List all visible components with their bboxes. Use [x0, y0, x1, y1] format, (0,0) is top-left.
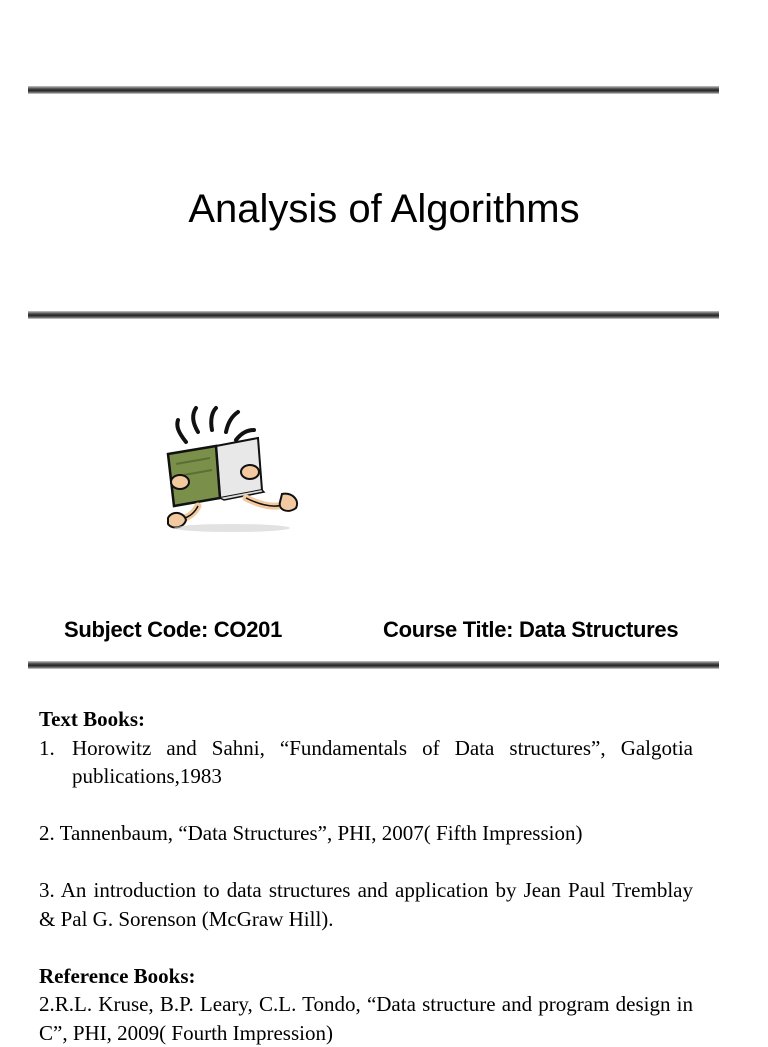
text-book-item — [39, 734, 693, 791]
title-bottom-divider — [28, 311, 719, 319]
subject-code: Subject Code: CO201 — [64, 617, 283, 642]
text-book-item: 2. Tannenbaum, “Data Structures”, PHI, 2007( Fifth Impression) — [39, 821, 583, 845]
text-book-item: 3. An introduction to data structures and application by Jean Paul Tremblay & Pal G. Sorenson (McGraw Hill). — [39, 878, 693, 931]
text-books-heading: Text Books: — [39, 707, 145, 731]
course-title: Course Title: Data Structures — [383, 617, 679, 642]
book-list — [39, 705, 693, 1047]
reading-book-character-icon — [158, 402, 306, 534]
page-title: Analysis of Algorithms — [188, 186, 580, 231]
reference-books-heading: Reference Books: — [39, 963, 196, 988]
top-divider — [28, 86, 719, 94]
reference-book-item: 2.R.L. Kruse, B.P. Leary, C.L. Tondo, “Data structure and program design in C”, PHI, 2009( Fourth Impression) — [39, 992, 693, 1045]
course-info-divider — [28, 661, 719, 669]
text-book-text: Horowitz and Sahni, “Fundamentals of Data structures”, Galgotia publications,1983 — [72, 735, 693, 788]
text-book-number: 1. — [39, 735, 55, 760]
